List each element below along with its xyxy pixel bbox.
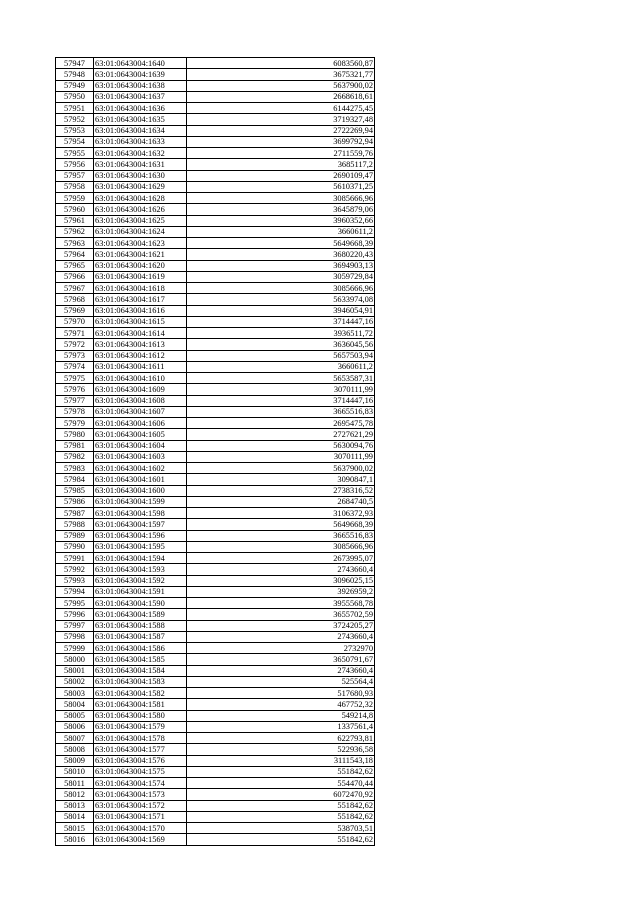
cadastral-value-cell: 5649668,39 bbox=[187, 238, 375, 249]
cadastral-value-cell: 5657503,94 bbox=[187, 350, 375, 361]
cadastral-number-cell: 63:01:0643004:1580 bbox=[94, 710, 187, 721]
table-row bbox=[56, 530, 375, 541]
row-number-cell: 57965 bbox=[56, 260, 94, 271]
cadastral-number-cell: 63:01:0643004:1576 bbox=[94, 755, 187, 766]
cadastral-value-cell: 3660611,2 bbox=[187, 361, 375, 372]
table-row bbox=[56, 69, 375, 80]
row-number-cell: 58014 bbox=[56, 811, 94, 822]
row-number-cell: 57985 bbox=[56, 485, 94, 496]
cadastral-number-cell: 63:01:0643004:1600 bbox=[94, 485, 187, 496]
table-row bbox=[56, 350, 375, 361]
table-row bbox=[56, 766, 375, 777]
cadastral-value-cell: 3665516,83 bbox=[187, 530, 375, 541]
row-number-cell: 57952 bbox=[56, 114, 94, 125]
table-row bbox=[56, 395, 375, 406]
row-number-cell: 57975 bbox=[56, 373, 94, 384]
cadastral-number-cell: 63:01:0643004:1596 bbox=[94, 530, 187, 541]
table-row bbox=[56, 406, 375, 417]
row-number-cell: 57980 bbox=[56, 429, 94, 440]
row-number-cell: 58000 bbox=[56, 654, 94, 665]
table-row bbox=[56, 159, 375, 170]
cadastral-value-cell: 3085666,96 bbox=[187, 541, 375, 552]
cadastral-value-cell: 551842,62 bbox=[187, 800, 375, 811]
cadastral-number-cell: 63:01:0643004:1578 bbox=[94, 733, 187, 744]
row-number-cell: 57955 bbox=[56, 148, 94, 159]
table-row bbox=[56, 496, 375, 507]
cadastral-value-cell: 2673995,07 bbox=[187, 553, 375, 564]
row-number-cell: 57960 bbox=[56, 204, 94, 215]
cadastral-number-cell: 63:01:0643004:1591 bbox=[94, 586, 187, 597]
row-number-cell: 57976 bbox=[56, 384, 94, 395]
cadastral-value-cell: 5653587,31 bbox=[187, 373, 375, 384]
cadastral-number-cell: 63:01:0643004:1632 bbox=[94, 148, 187, 159]
cadastral-value-cell: 3106372,93 bbox=[187, 508, 375, 519]
cadastral-value-cell: 522936,58 bbox=[187, 744, 375, 755]
table-row bbox=[56, 823, 375, 834]
table-row bbox=[56, 91, 375, 102]
cadastral-value-cell: 3675321,77 bbox=[187, 69, 375, 80]
cadastral-number-cell: 63:01:0643004:1615 bbox=[94, 316, 187, 327]
table-row bbox=[56, 654, 375, 665]
row-number-cell: 57984 bbox=[56, 474, 94, 485]
cadastral-value-cell: 554470,44 bbox=[187, 778, 375, 789]
row-number-cell: 57992 bbox=[56, 564, 94, 575]
cadastral-value-cell: 551842,62 bbox=[187, 766, 375, 777]
cadastral-value-cell: 551842,62 bbox=[187, 811, 375, 822]
cadastral-number-cell: 63:01:0643004:1635 bbox=[94, 114, 187, 125]
cadastral-value-cell: 525564,4 bbox=[187, 676, 375, 687]
cadastral-number-cell: 63:01:0643004:1582 bbox=[94, 688, 187, 699]
row-number-cell: 57947 bbox=[56, 58, 94, 69]
cadastral-number-cell: 63:01:0643004:1597 bbox=[94, 519, 187, 530]
row-number-cell: 57959 bbox=[56, 193, 94, 204]
cadastral-number-cell: 63:01:0643004:1603 bbox=[94, 451, 187, 462]
cadastral-number-cell: 63:01:0643004:1638 bbox=[94, 80, 187, 91]
cadastral-value-cell: 517680,93 bbox=[187, 688, 375, 699]
cadastral-value-cell: 5630094,76 bbox=[187, 440, 375, 451]
cadastral-number-cell: 63:01:0643004:1589 bbox=[94, 609, 187, 620]
table-row bbox=[56, 474, 375, 485]
cadastral-value-cell: 3946054,91 bbox=[187, 305, 375, 316]
row-number-cell: 58005 bbox=[56, 710, 94, 721]
row-number-cell: 57969 bbox=[56, 305, 94, 316]
cadastral-number-cell: 63:01:0643004:1610 bbox=[94, 373, 187, 384]
cadastral-value-cell: 5610371,25 bbox=[187, 181, 375, 192]
row-number-cell: 57949 bbox=[56, 80, 94, 91]
row-number-cell: 57982 bbox=[56, 451, 94, 462]
table-row bbox=[56, 294, 375, 305]
cadastral-value-cell: 3059729,84 bbox=[187, 271, 375, 282]
cadastral-number-cell: 63:01:0643004:1570 bbox=[94, 823, 187, 834]
table-row bbox=[56, 316, 375, 327]
cadastral-number-cell: 63:01:0643004:1569 bbox=[94, 834, 187, 845]
table-row bbox=[56, 271, 375, 282]
cadastral-number-cell: 63:01:0643004:1586 bbox=[94, 643, 187, 654]
row-number-cell: 57963 bbox=[56, 238, 94, 249]
cadastral-value-cell: 2695475,78 bbox=[187, 418, 375, 429]
table-row bbox=[56, 553, 375, 564]
row-number-cell: 57964 bbox=[56, 249, 94, 260]
table-row bbox=[56, 564, 375, 575]
table-row bbox=[56, 181, 375, 192]
table-row bbox=[56, 665, 375, 676]
cadastral-value-cell: 2743660,4 bbox=[187, 665, 375, 676]
cadastral-number-cell: 63:01:0643004:1623 bbox=[94, 238, 187, 249]
table-row bbox=[56, 328, 375, 339]
cadastral-number-cell: 63:01:0643004:1630 bbox=[94, 170, 187, 181]
cadastral-value-cell: 2727621,29 bbox=[187, 429, 375, 440]
cadastral-value-cell: 3650791,67 bbox=[187, 654, 375, 665]
table-row bbox=[56, 755, 375, 766]
table-row bbox=[56, 699, 375, 710]
row-number-cell: 57971 bbox=[56, 328, 94, 339]
cadastral-value-cell: 622793,81 bbox=[187, 733, 375, 744]
cadastral-number-cell: 63:01:0643004:1628 bbox=[94, 193, 187, 204]
cadastral-value-cell: 6072470,92 bbox=[187, 789, 375, 800]
cadastral-number-cell: 63:01:0643004:1611 bbox=[94, 361, 187, 372]
cadastral-value-cell: 551842,62 bbox=[187, 834, 375, 845]
cadastral-value-cell: 2738316,52 bbox=[187, 485, 375, 496]
table-row bbox=[56, 136, 375, 147]
row-number-cell: 57972 bbox=[56, 339, 94, 350]
table-row bbox=[56, 373, 375, 384]
table-row bbox=[56, 508, 375, 519]
cadastral-value-cell: 2732970 bbox=[187, 643, 375, 654]
row-number-cell: 57998 bbox=[56, 631, 94, 642]
cadastral-value-cell: 3926959,2 bbox=[187, 586, 375, 597]
row-number-cell: 58006 bbox=[56, 721, 94, 732]
cadastral-value-cell: 5637900,02 bbox=[187, 463, 375, 474]
row-number-cell: 57966 bbox=[56, 271, 94, 282]
cadastral-number-cell: 63:01:0643004:1619 bbox=[94, 271, 187, 282]
table-row bbox=[56, 283, 375, 294]
table-row bbox=[56, 710, 375, 721]
table-row bbox=[56, 609, 375, 620]
cadastral-number-cell: 63:01:0643004:1626 bbox=[94, 204, 187, 215]
cadastral-number-cell: 63:01:0643004:1609 bbox=[94, 384, 187, 395]
cadastral-number-cell: 63:01:0643004:1585 bbox=[94, 654, 187, 665]
cadastral-value-cell: 2668618,61 bbox=[187, 91, 375, 102]
row-number-cell: 57988 bbox=[56, 519, 94, 530]
row-number-cell: 57974 bbox=[56, 361, 94, 372]
row-number-cell: 57989 bbox=[56, 530, 94, 541]
table-row bbox=[56, 631, 375, 642]
table-body bbox=[56, 58, 375, 846]
cadastral-number-cell: 63:01:0643004:1631 bbox=[94, 159, 187, 170]
table-row bbox=[56, 103, 375, 114]
cadastral-number-cell: 63:01:0643004:1573 bbox=[94, 789, 187, 800]
row-number-cell: 58010 bbox=[56, 766, 94, 777]
cadastral-number-cell: 63:01:0643004:1584 bbox=[94, 665, 187, 676]
table-row bbox=[56, 305, 375, 316]
row-number-cell: 57999 bbox=[56, 643, 94, 654]
cadastral-value-cell: 3665516,83 bbox=[187, 406, 375, 417]
cadastral-number-cell: 63:01:0643004:1590 bbox=[94, 598, 187, 609]
row-number-cell: 57967 bbox=[56, 283, 94, 294]
row-number-cell: 57970 bbox=[56, 316, 94, 327]
cadastral-number-cell: 63:01:0643004:1602 bbox=[94, 463, 187, 474]
cadastral-number-cell: 63:01:0643004:1633 bbox=[94, 136, 187, 147]
cadastral-number-cell: 63:01:0643004:1572 bbox=[94, 800, 187, 811]
row-number-cell: 57986 bbox=[56, 496, 94, 507]
table-row bbox=[56, 485, 375, 496]
cadastral-value-cell: 3070111,99 bbox=[187, 384, 375, 395]
table-row bbox=[56, 744, 375, 755]
row-number-cell: 57950 bbox=[56, 91, 94, 102]
table-row bbox=[56, 215, 375, 226]
cadastral-value-cell: 467752,32 bbox=[187, 699, 375, 710]
cadastral-number-cell: 63:01:0643004:1614 bbox=[94, 328, 187, 339]
cadastral-number-cell: 63:01:0643004:1621 bbox=[94, 249, 187, 260]
row-number-cell: 57993 bbox=[56, 575, 94, 586]
table-row bbox=[56, 451, 375, 462]
row-number-cell: 58007 bbox=[56, 733, 94, 744]
row-number-cell: 57994 bbox=[56, 586, 94, 597]
row-number-cell: 57957 bbox=[56, 170, 94, 181]
row-number-cell: 57951 bbox=[56, 103, 94, 114]
row-number-cell: 57983 bbox=[56, 463, 94, 474]
cadastral-value-cell: 3694903,13 bbox=[187, 260, 375, 271]
table-row bbox=[56, 193, 375, 204]
row-number-cell: 57997 bbox=[56, 620, 94, 631]
table-row bbox=[56, 789, 375, 800]
table-row bbox=[56, 586, 375, 597]
row-number-cell: 57968 bbox=[56, 294, 94, 305]
cadastral-number-cell: 63:01:0643004:1574 bbox=[94, 778, 187, 789]
cadastral-number-cell: 63:01:0643004:1618 bbox=[94, 283, 187, 294]
row-number-cell: 57981 bbox=[56, 440, 94, 451]
cadastral-number-cell: 63:01:0643004:1637 bbox=[94, 91, 187, 102]
row-number-cell: 58012 bbox=[56, 789, 94, 800]
row-number-cell: 57956 bbox=[56, 159, 94, 170]
table-row bbox=[56, 721, 375, 732]
row-number-cell: 58009 bbox=[56, 755, 94, 766]
table-row bbox=[56, 114, 375, 125]
cadastral-number-cell: 63:01:0643004:1593 bbox=[94, 564, 187, 575]
cadastral-value-cell: 3655702,59 bbox=[187, 609, 375, 620]
cadastral-number-cell: 63:01:0643004:1640 bbox=[94, 58, 187, 69]
row-number-cell: 57948 bbox=[56, 69, 94, 80]
cadastral-number-cell: 63:01:0643004:1606 bbox=[94, 418, 187, 429]
row-number-cell: 58016 bbox=[56, 834, 94, 845]
table-row bbox=[56, 226, 375, 237]
cadastral-value-cell: 5649668,39 bbox=[187, 519, 375, 530]
table-row bbox=[56, 463, 375, 474]
cadastral-value-cell: 3070111,99 bbox=[187, 451, 375, 462]
cadastral-value-cell: 5633974,08 bbox=[187, 294, 375, 305]
cadastral-value-table bbox=[55, 57, 375, 846]
cadastral-number-cell: 63:01:0643004:1604 bbox=[94, 440, 187, 451]
row-number-cell: 58015 bbox=[56, 823, 94, 834]
cadastral-value-cell: 5637900,02 bbox=[187, 80, 375, 91]
table-row bbox=[56, 643, 375, 654]
table-row bbox=[56, 800, 375, 811]
table-row bbox=[56, 58, 375, 69]
row-number-cell: 57995 bbox=[56, 598, 94, 609]
cadastral-value-cell: 3090847,1 bbox=[187, 474, 375, 485]
row-number-cell: 57979 bbox=[56, 418, 94, 429]
table-row bbox=[56, 361, 375, 372]
table-row bbox=[56, 260, 375, 271]
row-number-cell: 57961 bbox=[56, 215, 94, 226]
row-number-cell: 58011 bbox=[56, 778, 94, 789]
cadastral-number-cell: 63:01:0643004:1579 bbox=[94, 721, 187, 732]
cadastral-value-cell: 3960352,66 bbox=[187, 215, 375, 226]
cadastral-value-cell: 3680220,43 bbox=[187, 249, 375, 260]
cadastral-value-cell: 1337561,4 bbox=[187, 721, 375, 732]
cadastral-value-cell: 549214,8 bbox=[187, 710, 375, 721]
table-row bbox=[56, 249, 375, 260]
cadastral-number-cell: 63:01:0643004:1607 bbox=[94, 406, 187, 417]
cadastral-value-cell: 3719327,48 bbox=[187, 114, 375, 125]
cadastral-value-cell: 3714447,16 bbox=[187, 395, 375, 406]
table-row bbox=[56, 80, 375, 91]
table-row bbox=[56, 440, 375, 451]
cadastral-number-cell: 63:01:0643004:1629 bbox=[94, 181, 187, 192]
table-row bbox=[56, 575, 375, 586]
row-number-cell: 57977 bbox=[56, 395, 94, 406]
cadastral-value-cell: 3714447,16 bbox=[187, 316, 375, 327]
row-number-cell: 57953 bbox=[56, 125, 94, 136]
table-row bbox=[56, 519, 375, 530]
cadastral-value-cell: 3096025,15 bbox=[187, 575, 375, 586]
cadastral-number-cell: 63:01:0643004:1575 bbox=[94, 766, 187, 777]
cadastral-number-cell: 63:01:0643004:1592 bbox=[94, 575, 187, 586]
row-number-cell: 58013 bbox=[56, 800, 94, 811]
cadastral-value-cell: 2722269,94 bbox=[187, 125, 375, 136]
row-number-cell: 58003 bbox=[56, 688, 94, 699]
cadastral-number-cell: 63:01:0643004:1598 bbox=[94, 508, 187, 519]
cadastral-value-cell: 2690109,47 bbox=[187, 170, 375, 181]
cadastral-number-cell: 63:01:0643004:1617 bbox=[94, 294, 187, 305]
table-row bbox=[56, 384, 375, 395]
table-row bbox=[56, 339, 375, 350]
table-row bbox=[56, 204, 375, 215]
row-number-cell: 57973 bbox=[56, 350, 94, 361]
cadastral-number-cell: 63:01:0643004:1608 bbox=[94, 395, 187, 406]
row-number-cell: 57990 bbox=[56, 541, 94, 552]
cadastral-number-cell: 63:01:0643004:1620 bbox=[94, 260, 187, 271]
table-row bbox=[56, 620, 375, 631]
cadastral-number-cell: 63:01:0643004:1571 bbox=[94, 811, 187, 822]
cadastral-value-cell: 2743660,4 bbox=[187, 564, 375, 575]
cadastral-value-cell: 538703,51 bbox=[187, 823, 375, 834]
row-number-cell: 57958 bbox=[56, 181, 94, 192]
table-row bbox=[56, 811, 375, 822]
cadastral-number-cell: 63:01:0643004:1594 bbox=[94, 553, 187, 564]
cadastral-value-cell: 3645879,06 bbox=[187, 204, 375, 215]
cadastral-number-cell: 63:01:0643004:1599 bbox=[94, 496, 187, 507]
cadastral-value-cell: 3636045,56 bbox=[187, 339, 375, 350]
cadastral-number-cell: 63:01:0643004:1634 bbox=[94, 125, 187, 136]
cadastral-number-cell: 63:01:0643004:1612 bbox=[94, 350, 187, 361]
cadastral-value-cell: 2743660,4 bbox=[187, 631, 375, 642]
table-row bbox=[56, 598, 375, 609]
cadastral-value-cell: 3660611,2 bbox=[187, 226, 375, 237]
cadastral-number-cell: 63:01:0643004:1639 bbox=[94, 69, 187, 80]
cadastral-number-cell: 63:01:0643004:1595 bbox=[94, 541, 187, 552]
cadastral-value-cell: 3955568,78 bbox=[187, 598, 375, 609]
table-row bbox=[56, 733, 375, 744]
cadastral-value-cell: 3699792,94 bbox=[187, 136, 375, 147]
cadastral-number-cell: 63:01:0643004:1577 bbox=[94, 744, 187, 755]
cadastral-value-cell: 3111543,18 bbox=[187, 755, 375, 766]
cadastral-number-cell: 63:01:0643004:1583 bbox=[94, 676, 187, 687]
cadastral-value-cell: 2684740,5 bbox=[187, 496, 375, 507]
row-number-cell: 57962 bbox=[56, 226, 94, 237]
cadastral-number-cell: 63:01:0643004:1625 bbox=[94, 215, 187, 226]
cadastral-number-cell: 63:01:0643004:1616 bbox=[94, 305, 187, 316]
cadastral-number-cell: 63:01:0643004:1581 bbox=[94, 699, 187, 710]
table-row bbox=[56, 418, 375, 429]
table-row bbox=[56, 676, 375, 687]
row-number-cell: 58001 bbox=[56, 665, 94, 676]
document-page bbox=[55, 57, 375, 846]
row-number-cell: 57978 bbox=[56, 406, 94, 417]
row-number-cell: 57987 bbox=[56, 508, 94, 519]
row-number-cell: 57954 bbox=[56, 136, 94, 147]
cadastral-number-cell: 63:01:0643004:1605 bbox=[94, 429, 187, 440]
cadastral-number-cell: 63:01:0643004:1624 bbox=[94, 226, 187, 237]
table-row bbox=[56, 541, 375, 552]
row-number-cell: 57996 bbox=[56, 609, 94, 620]
cadastral-value-cell: 3685117,2 bbox=[187, 159, 375, 170]
row-number-cell: 58008 bbox=[56, 744, 94, 755]
table-row bbox=[56, 429, 375, 440]
cadastral-number-cell: 63:01:0643004:1588 bbox=[94, 620, 187, 631]
cadastral-number-cell: 63:01:0643004:1601 bbox=[94, 474, 187, 485]
table-row bbox=[56, 170, 375, 181]
cadastral-number-cell: 63:01:0643004:1636 bbox=[94, 103, 187, 114]
table-row bbox=[56, 834, 375, 845]
cadastral-number-cell: 63:01:0643004:1613 bbox=[94, 339, 187, 350]
cadastral-value-cell: 3085666,96 bbox=[187, 283, 375, 294]
cadastral-number-cell: 63:01:0643004:1587 bbox=[94, 631, 187, 642]
cadastral-value-cell: 6083560,87 bbox=[187, 58, 375, 69]
cadastral-value-cell: 3936511,72 bbox=[187, 328, 375, 339]
cadastral-value-cell: 2711559,76 bbox=[187, 148, 375, 159]
row-number-cell: 57991 bbox=[56, 553, 94, 564]
cadastral-value-cell: 3085666,96 bbox=[187, 193, 375, 204]
row-number-cell: 58002 bbox=[56, 676, 94, 687]
cadastral-value-cell: 3724205,27 bbox=[187, 620, 375, 631]
row-number-cell: 58004 bbox=[56, 699, 94, 710]
table-row bbox=[56, 688, 375, 699]
table-row bbox=[56, 148, 375, 159]
table-row bbox=[56, 778, 375, 789]
table-row bbox=[56, 125, 375, 136]
cadastral-value-cell: 6144275,45 bbox=[187, 103, 375, 114]
table-row bbox=[56, 238, 375, 249]
